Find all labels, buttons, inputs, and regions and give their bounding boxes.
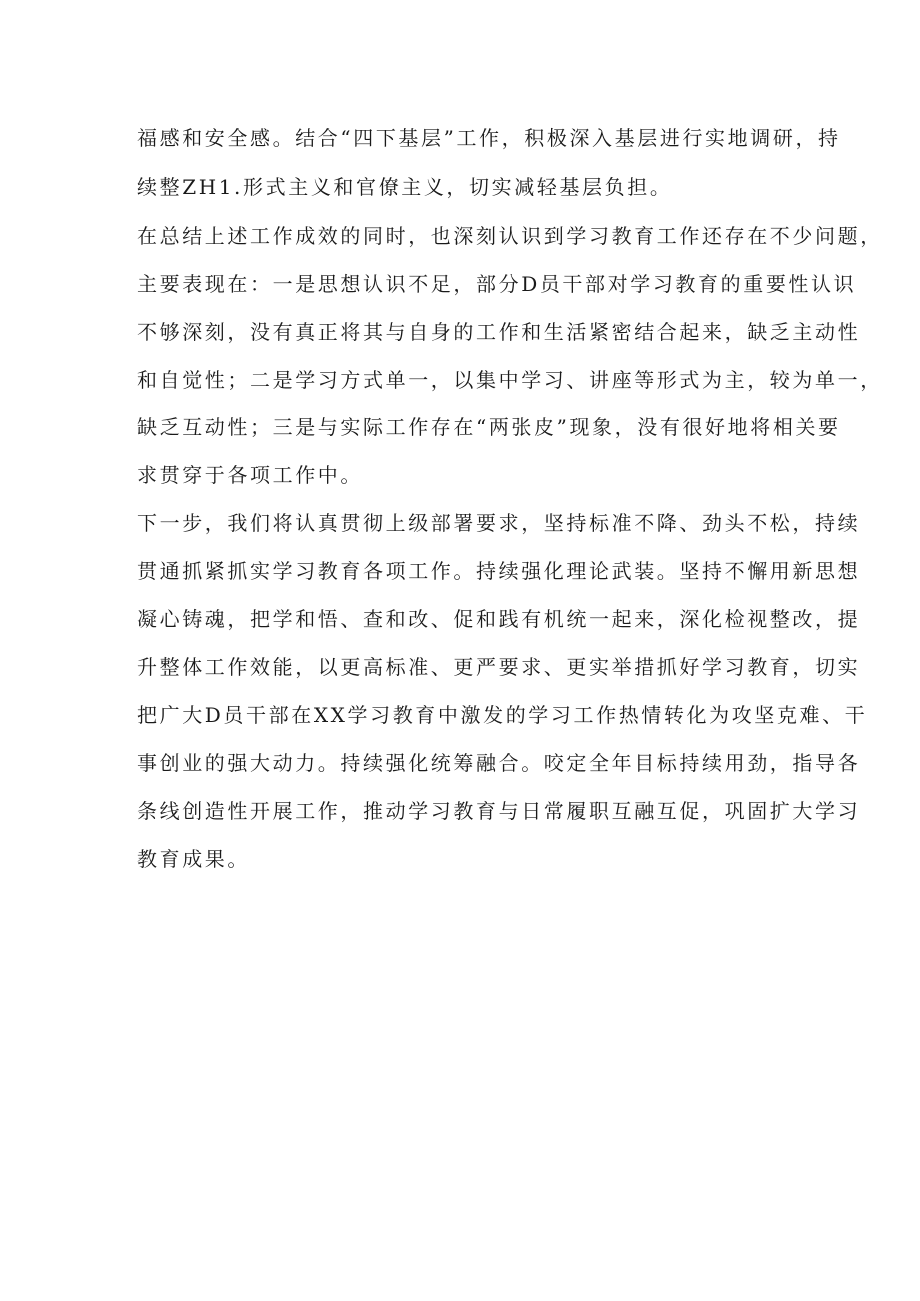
text-line: 求贯穿于各项工作中。 xyxy=(137,463,363,487)
text-line: 不够深刻，没有真正将其与自身的工作和生活紧密结合起来，缺乏主动性 xyxy=(137,320,861,344)
text-line: 在总结上述工作成效的同时，也深刻认识到学习教育工作还存在不少问题， xyxy=(137,224,883,248)
text-line: 事创业的强大动力。持续强化统筹融合。咬定全年目标持续用劲，指导各 xyxy=(137,751,861,775)
text-line: 下一步，我们将认真贯彻上级部署要求，坚持标准不降、劲头不松，持续 xyxy=(137,511,861,535)
text-line: 和自觉性；二是学习方式单一，以集中学习、讲座等形式为主，较为单一， xyxy=(137,368,883,392)
text-line: 教育成果。 xyxy=(137,847,250,871)
text-line: 条线创造性开展工作，推动学习教育与日常履职互融互促，巩固扩大学习 xyxy=(137,799,861,823)
text-line: 贯通抓紧抓实学习教育各项工作。持续强化理论武装。坚持不懈用新思想 xyxy=(137,559,861,583)
text-line: 把广大D员干部在XX学习教育中激发的学习工作热情转化为攻坚克难、干 xyxy=(137,703,868,727)
text-line: 续整ZH1.形式主义和官僚主义，切实减轻基层负担。 xyxy=(137,175,673,199)
text-line: 主要表现在：一是思想认识不足，部分D员干部对学习教育的重要性认识 xyxy=(137,272,857,296)
text-line: 福感和安全感。结合“四下基层”工作，积极深入基层进行实地调研，持 xyxy=(137,126,841,150)
text-line: 升整体工作效能，以更高标准、更严要求、更实举措抓好学习教育，切实 xyxy=(137,655,861,679)
text-line: 缺乏互动性；三是与实际工作存在“两张皮”现象，没有很好地将相关要 xyxy=(137,415,841,439)
text-line: 凝心铸魂，把学和悟、查和改、促和践有机统一起来，深化检视整改，提 xyxy=(137,607,861,631)
